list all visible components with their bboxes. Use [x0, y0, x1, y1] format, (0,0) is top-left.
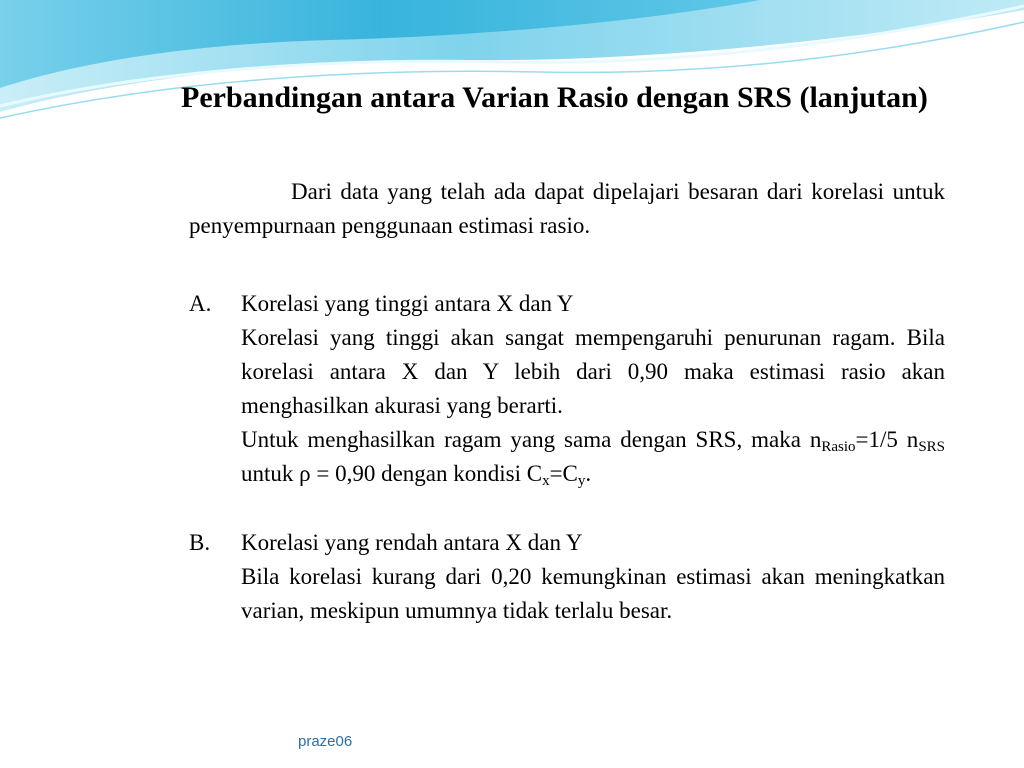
intro-paragraph	[189, 175, 945, 243]
list-item-a-heading: Korelasi yang tinggi antara X dan Y	[241, 291, 574, 316]
list-item-a-paragraph: Korelasi yang tinggi akan sangat mempengaruhi penurunan ragam. Bila korelasi antara X dan Y lebih dari 0,90 maka estimasi rasio akan menghasilkan akurasi yang berarti.	[241, 325, 945, 418]
formula-sub-rasio: Rasio	[821, 439, 856, 455]
formula-end: .	[585, 461, 592, 486]
list-item-b	[189, 526, 945, 628]
formula-sub-x: x	[542, 473, 550, 489]
formula-n-rasio: n	[809, 427, 822, 452]
intro-text: Dari data yang telah ada dapat dipelajari besaran dari korelasi untuk penyempurnaan penggunaan estimasi rasio.	[189, 179, 945, 238]
formula-lead: Untuk menghasilkan ragam yang sama dengan SRS, maka	[241, 427, 801, 452]
list-item-a	[189, 287, 945, 491]
list-item-a-body	[241, 287, 945, 491]
formula-mid: untuk ρ = 0,90 dengan kondisi C	[241, 461, 543, 486]
list-marker-a: A.	[189, 291, 212, 316]
formula-sub-srs: SRS	[918, 439, 946, 455]
formula-paragraph	[241, 423, 945, 491]
list-marker-b: B.	[189, 530, 211, 555]
formula-eq2: =C	[549, 461, 578, 486]
formula-eq1: =1/5 n	[855, 427, 919, 452]
list-item-b-paragraph: Bila korelasi kurang dari 0,20 kemungkinan estimasi akan meningkatkan varian, meskipun umumnya tidak terlalu besar.	[241, 564, 945, 623]
list-item-b-body	[241, 526, 945, 628]
footer-label: praze06	[298, 733, 353, 750]
slide-title: Perbandingan antara Varian Rasio dengan SRS (lanjutan)	[181, 81, 928, 114]
list-item-b-heading: Korelasi yang rendah antara X dan Y	[241, 530, 583, 555]
formula-sub-y: y	[577, 473, 586, 489]
